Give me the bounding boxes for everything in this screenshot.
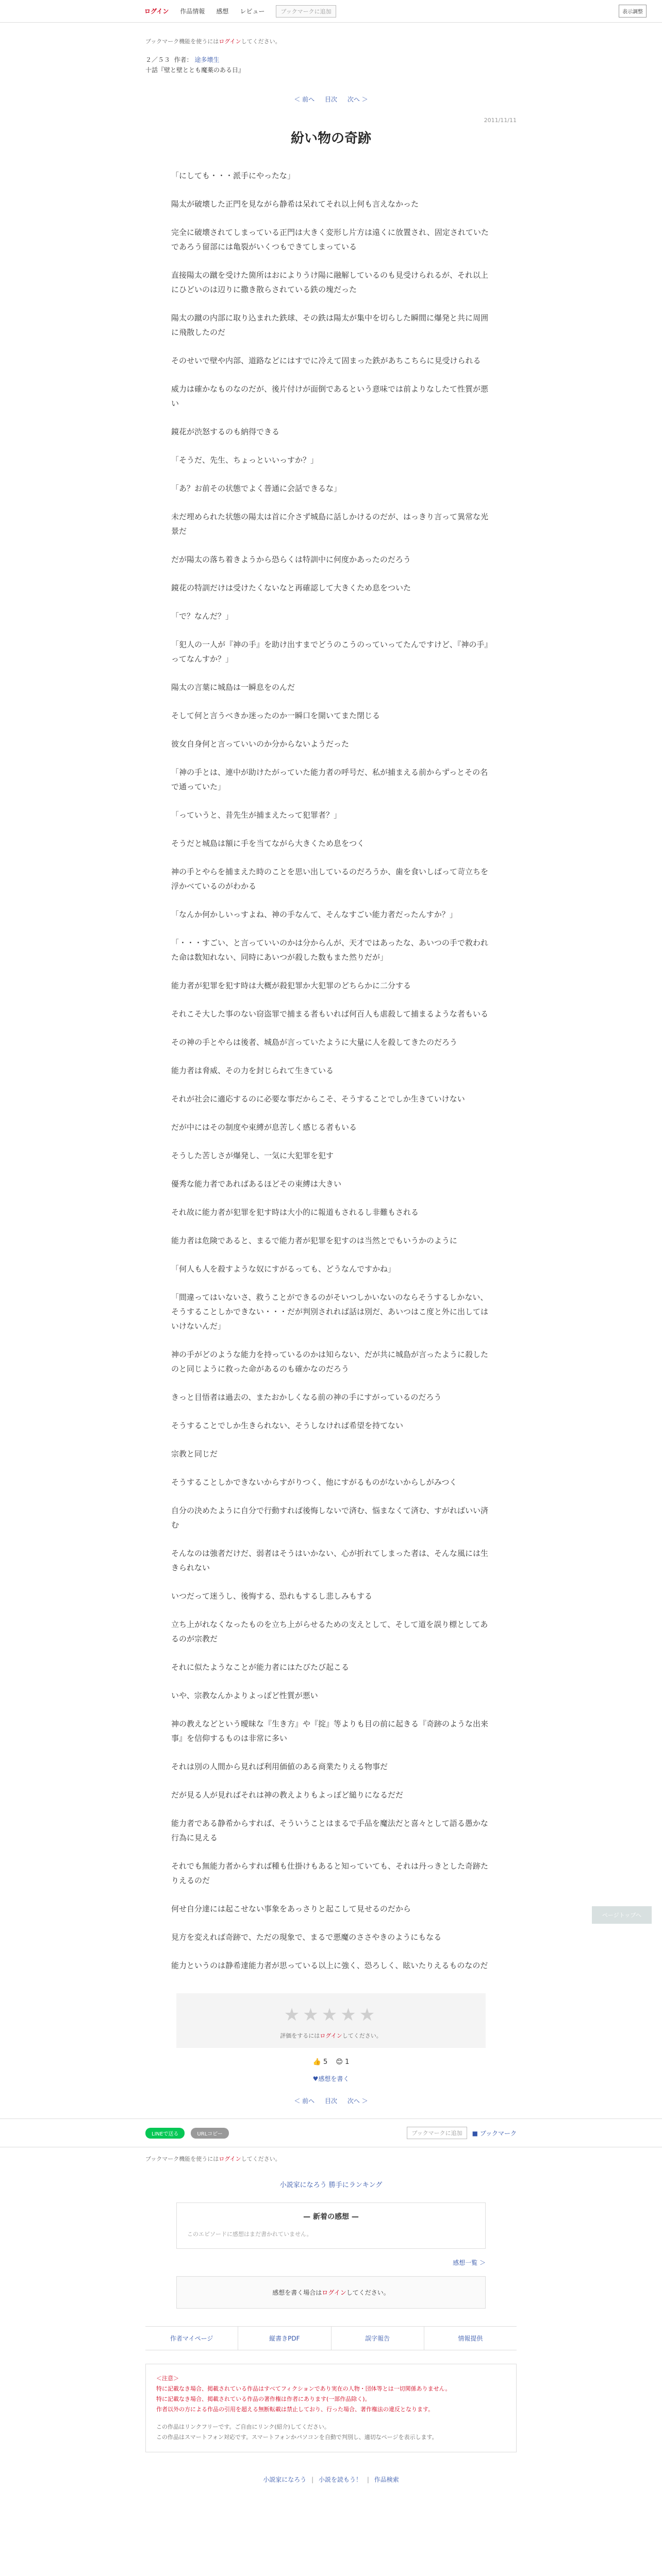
lower-container (145, 2155, 517, 2484)
body-paragraph: 能力者は脅威、その力を封じられて生きている (171, 1066, 334, 1075)
narou-link[interactable]: 小説家になろう (263, 2476, 307, 2483)
caution-line-1: 特に記載なき場合、掲載されている作品はすべてフィクションであり実在の人物・団体等とは一切関係ありません。 (156, 2385, 451, 2392)
body-paragraph: 「何人も人を殺すような奴にすがるっても、どうなんですかね」 (171, 1264, 396, 1274)
author-link[interactable]: 途多壊生 (194, 56, 220, 63)
body-paragraph: それ故に能力者が犯罪を犯す時は大小的に報道もされるし非難もされる (171, 1208, 419, 1217)
notice2-login-link[interactable]: ログイン (219, 2156, 241, 2162)
body-paragraph: 鏡花が渋怒するのも納得できる (171, 427, 280, 436)
body-paragraph: 威力は確かなものなのだが、後片付けが面倒であるという意味では前よりなしたて性質が悪い (171, 384, 489, 408)
body-paragraph: 完全に破壊されてしまっている正門は大きく変形し片方は遠くに放置され、固定されていたであろう留部には亀裂がいくつもできてしまっている (171, 228, 489, 251)
reaction-row (145, 2058, 517, 2066)
body-paragraph: 鏡花の特訓だけは受けたくないなと再確認して大きくため息をついた (171, 583, 411, 592)
body-paragraph: 直接陽太の蹴を受けた箇所はおによりうけ陽に融解しているのも見受けられるが、それ以上にひどいのは辺りに撒き散らされている鉄の塊だった (171, 270, 489, 294)
body-paragraph: きっと目悟者は過去の、またおかしくなる前の神の手にすがっているのだろう (171, 1393, 442, 1402)
line-share-button[interactable]: LINEで送る (145, 2128, 185, 2139)
global-header (0, 0, 662, 23)
body-paragraph: 優秀な能力者であればあるほどその束縛は大きい (171, 1179, 342, 1189)
share-bar (0, 2119, 662, 2147)
impression-login-link[interactable]: ログイン (322, 2289, 346, 2296)
caution-smartphone: この作品はスマートフォン対応です。スマートフォンかパソコンを自動で判別し、適切なページを表示します。 (156, 2434, 438, 2441)
new-impressions-empty: このエピソードに感想はまだ書かれていません。 (187, 2231, 312, 2238)
smile-icon: 😊 (336, 2058, 343, 2066)
evaluation-suffix: してください。 (342, 2032, 382, 2039)
body-paragraph: 見方を変えれば奇跡で、ただの現象で、まるで悪魔のささやきのようにもなる (171, 1933, 442, 1942)
series-info (145, 55, 517, 75)
add-bookmark-button[interactable]: ブックマークに追加 (276, 5, 336, 18)
body-paragraph: そうすることしかできないからすがりつく、他にすがるものがないからしがみつく (171, 1478, 457, 1487)
caution-title: ＜注意＞ (156, 2375, 179, 2382)
body-paragraph: その神の手とやらは後者、城島が言っていたように大量に人を殺してきたのだろう (171, 1038, 458, 1047)
next-link[interactable]: 次へ ＞ (347, 96, 368, 103)
episode-title: 紛い物の奇跡 (290, 131, 371, 146)
body-paragraph: 能力者が犯罪を犯す時は大概が殺犯罪か大犯罪のどちらかに二分する (171, 981, 411, 990)
novel-body (171, 168, 491, 1973)
prev-link[interactable]: ＜ 前へ (294, 96, 315, 103)
add-bookmark-button-bottom[interactable]: ブックマークに追加 (407, 2127, 467, 2139)
notice2-suffix: してください。 (241, 2156, 281, 2162)
body-paragraph: 神の教えなどという曖昧な『生き方』や『掟』等よりも目の前に起きる『奇跡のような出来事』を信仰するものは非常に多い (171, 1719, 489, 1743)
new-impressions-box (176, 2202, 486, 2249)
body-paragraph: 自分の決めたように自分で行動すれば後悔しないで済む、悩まなくて済む、すがればいい済む (171, 1506, 489, 1530)
body-paragraph: いや、宗教なんかよりよっぽど性質が悪い (171, 1691, 318, 1700)
thumbs-up-icon: 👍 (312, 2058, 321, 2066)
smile-reaction[interactable] (336, 2058, 349, 2066)
body-paragraph: そのせいで壁や内部、道路などにはすでに冷えて固まった鉄があちこちらに見受けられる (171, 356, 481, 365)
impression-login-prefix: 感想を書く場合は (272, 2289, 322, 2296)
body-paragraph: 「・・・すごい、と言っていいのかは分からんが、天才ではあったな、あいつの手で救われた命は数知れない、同時にあいつが殺した数もまた然りだが」 (171, 938, 488, 962)
body-paragraph: だが中にはその制度や束縛が息苦しく感じる者もいる (171, 1123, 357, 1132)
impressions-list-link[interactable]: 感想一覧 ＞ (453, 2259, 486, 2266)
body-paragraph: 「なんか何かしいっすよね、神の手なんて、そんなすごい能力者だったんすか？」 (171, 910, 457, 919)
bookmark-notice-bottom (145, 2155, 517, 2163)
evaluation-prefix: 評価をするには (280, 2032, 320, 2039)
body-paragraph: 神の手とやらを捕まえた時のことを思い出しているのだろうか、歯を食いしばって苛立ちを浮かべているのがわかる (171, 867, 489, 891)
body-paragraph: 「にしても・・・派手にやったな」 (171, 171, 295, 180)
body-paragraph: 陽太が破壊した正門を見ながら静希は呆れてそれ以上何も言えなかった (171, 199, 419, 209)
like-count: 5 (323, 2058, 328, 2066)
bottom-links: 小説家になろう | 小説を読もう！ | 作品検索 (263, 2476, 399, 2483)
vertical-pdf-link[interactable]: 縦書きPDF (238, 2327, 331, 2350)
body-paragraph: 陽太の蹴の内部に取り込まれた鉄球、その鉄は陽太が集中を切らした瞬間に爆発と共に周囲に飛散したのだ (171, 313, 489, 337)
body-paragraph: そんなのは強者だけだ、弱者はそうはいかない、心が折れてしまった者は、そんな風には生きられない (171, 1549, 489, 1572)
body-paragraph: 能力というのは静希達能力者が思っている以上に強く、恐ろしく、眩いたりえるものなのだ (171, 1961, 488, 1970)
write-impression-link[interactable]: ♥感想を書く (312, 2075, 350, 2082)
evaluation-notice (176, 2031, 486, 2040)
body-paragraph: それこそ大した事のない窃盗罪で捕まる者もいれば何百人も虐殺して捕まるような者もいる (171, 1009, 489, 1019)
star-rating[interactable]: ★★★★★ (284, 2005, 378, 2025)
body-paragraph: それは別の人間から見れば利用価値のある商業たりえる物事だ (171, 1762, 388, 1771)
main-container (145, 37, 517, 2105)
body-paragraph: そうだと城島は額に手を当てながら大きくため息をつく (171, 839, 365, 848)
body-paragraph: 「っていうと、昔先生が捕まえたって犯罪者？」 (171, 810, 342, 820)
url-copy-button[interactable]: URLコピー (191, 2128, 228, 2139)
episode-nav-bottom (145, 2096, 517, 2105)
typo-report-link[interactable]: 誤字報告 (332, 2327, 424, 2350)
body-paragraph: 「犯人の一人が『神の手』を助け出すまでどうのこうのっていってたんですけど、『神の手』ってなんすか？」 (171, 640, 488, 664)
author-label: 作者： (174, 56, 193, 63)
body-paragraph: それでも無能力者からすれば種も仕掛けもあると知っていても、それは丹っきとした奇跡たりえるのだ (171, 1861, 489, 1885)
body-paragraph: 「間違ってはいないさ、救うことができるのがそいつしかいないのならそうするしかない、そうすることしかできない・・・だが判別されれば話は別だ、あいつはこ度と外に出してはいけないんだ」 (171, 1293, 489, 1331)
body-paragraph: 未だ埋められた状態の陽太は首に介さず城島に話しかけるのだが、はっきり言って異常な光景だ (171, 512, 489, 536)
next-link-bottom[interactable]: 次へ ＞ (347, 2097, 368, 2105)
body-paragraph: 能力者である静希からすれば、そういうことはまるで手品を魔法だと喜々として語る愚かな行為に見える (171, 1819, 488, 1842)
series-line-1 (145, 55, 517, 65)
notice-suffix: してください。 (241, 38, 281, 45)
author-mypage-link[interactable]: 作者マイページ (145, 2327, 238, 2350)
new-impressions-title: — 新着の感想 — (303, 2213, 359, 2221)
share-right (407, 2127, 517, 2139)
chapter-title: 十話『壁と壁ととも魔薬のある日』 (145, 66, 245, 74)
body-paragraph: 「そうだ、先生、ちょっといいっすか？」 (171, 455, 319, 465)
body-paragraph: それに似たようなことが能力者にはたびたび起こる (171, 1663, 350, 1672)
bookmark-notice (145, 37, 517, 45)
notice-prefix: ブックマーク機能を使うには (145, 38, 219, 45)
body-paragraph: 立ち上がれなくなったものを立ち上がらせるための支えとして、そして道を誤り標としてあるのが宗教だ (171, 1620, 488, 1643)
body-paragraph: そうすることでしか生きられない、そうしなければ希望を持てない (171, 1421, 404, 1430)
info-provide-link[interactable]: 情報提供 (458, 2335, 483, 2342)
bookmark-link[interactable]: ■ ブックマーク (472, 2129, 517, 2137)
prev-link-bottom[interactable]: ＜ 前へ (294, 2097, 315, 2105)
episode-count: ２／５３ (145, 56, 171, 63)
like-reaction[interactable] (313, 2058, 328, 2066)
share-left (145, 2128, 229, 2139)
display-settings-button[interactable]: 表示調整 (619, 5, 647, 18)
body-paragraph: そうした苦しさが爆発し、一気に大犯罪を犯す (171, 1151, 334, 1160)
body-paragraph: それが社会に適応するのに必要な事だからこそ、そうすることでしか生きていけない (171, 1094, 465, 1104)
caution-link-free: この作品はリンクフリーです。ご自由にリンク(紹介)してください。 (156, 2424, 330, 2430)
nav-work-info[interactable]: 作品情報 (180, 8, 205, 15)
notice2-prefix: ブックマーク機能を使うには (145, 2156, 219, 2162)
search-link[interactable]: 作品検索 (374, 2476, 399, 2483)
body-paragraph: いつだって迷うし、後悔する、恐れもするし悲しみもする (171, 1591, 373, 1601)
episode-nav-top (145, 95, 517, 104)
caution-line-2: 特に記載なき場合、掲載されている作品の著作権は作者にあります(一部作品除く)。 (156, 2396, 371, 2402)
notice-login-link[interactable]: ログイン (219, 38, 241, 45)
body-paragraph: 「で？なんだ？」 (171, 612, 234, 621)
body-paragraph: だが陽太の落ち着きようから恐らくは特訓中に何度かあったのだろう (171, 555, 411, 564)
body-paragraph: 陽太の言葉に城島は一瞬息をのんだ (171, 683, 295, 692)
page-top-button[interactable]: ページトップへ (592, 1906, 652, 1924)
body-paragraph: 彼女自身何と言っていいのか分からないようだった (171, 739, 350, 749)
body-paragraph: 宗教と同じだ (171, 1449, 218, 1459)
impression-login-box (176, 2276, 486, 2309)
toc-link[interactable]: 目次 (324, 96, 337, 103)
evaluation-box (176, 1993, 486, 2048)
body-paragraph: そして何と言うべきか迷ったのか一瞬口を開いてまた閉じる (171, 711, 380, 720)
yomou-link[interactable]: 小説を読もう！ (318, 2476, 362, 2483)
caution-box (145, 2364, 517, 2452)
body-paragraph: 「あ？お前その状態でよく普通に会話できるな」 (171, 484, 342, 493)
body-paragraph: 神の手がどのような能力を持っているのかは知らない、だが共に城島が言ったように殺したのと同じように救った命があるのも確かなのだろう (171, 1350, 489, 1374)
toc-link-bottom[interactable]: 目次 (324, 2097, 337, 2105)
header-nav (144, 5, 336, 18)
post-date: 2011/11/11 (484, 117, 517, 124)
share-inner (145, 2127, 517, 2139)
impression-login-suffix: してください。 (346, 2289, 390, 2296)
nav-impressions[interactable]: 感想 (216, 8, 229, 15)
body-paragraph: 「神の手とは、連中が助けたがっていた能力者の呼号だ、私が捕まえる前からずっとその名で通っていた」 (171, 768, 488, 791)
ranking-link[interactable]: 小説家になろう 勝手にランキング (279, 2181, 383, 2189)
smile-count: 1 (345, 2058, 350, 2066)
nav-reviews[interactable]: レビュー (240, 8, 265, 15)
body-paragraph: だが見る人が見ればそれは神の教えよりもよっぽど縋りになるだだ (171, 1790, 404, 1800)
caution-line-3: 作者以外の方による作品の引用を超える無断転載は禁止しており、行った場合、著作権法の違反となります。 (156, 2406, 434, 2413)
footer-nav (145, 2326, 517, 2350)
login-link[interactable]: ログイン (144, 8, 169, 15)
evaluation-login-link[interactable]: ログイン (320, 2032, 342, 2039)
body-paragraph: 能力者は危険であると、まるで能力者が犯罪を犯すのは当然とでもいうかのように (171, 1236, 457, 1245)
body-paragraph: 何せ自分達には起こせない事象をあっさりと起こして見せるのだから (171, 1904, 411, 1913)
